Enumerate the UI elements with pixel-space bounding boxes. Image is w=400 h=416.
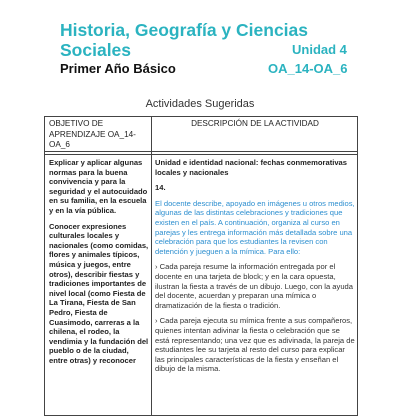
objective-paragraph: Explicar y aplicar algunas normas para la buena convivencia y para la seguridad y el autocuidado en su familia, en la escuela y en la vía pública. bbox=[49, 158, 148, 215]
grade-label: Primer Año Básico bbox=[60, 61, 176, 76]
unit-label: Unidad 4 bbox=[292, 42, 347, 57]
description-column-header: DESCRIPCIÓN DE LA ACTIVIDAD bbox=[191, 119, 319, 128]
objective-paragraph: Conocer expresiones culturales locales y nacionales (como comidas, flores y animales típicos, música y juegos, entre otros), describir fiestas y tradiciones importantes de nivel local (como Fiesta de La Tirana, Fiesta de San Pedro, Fiesta de Cuasimodo, carreras a la chilena, el rodeo, la vendimia y la fundación del pueblo o de la ciudad, entre otras) y reconocer bbox=[49, 221, 149, 365]
activities-table bbox=[44, 116, 358, 416]
header-divider-double bbox=[45, 154, 357, 155]
activity-step: › Cada pareja resume la información entregada por el docente en una tarjeta de block; y en la cara opuesta, ilustran la fiesta a través de un dibujo. Luego, con la ayuda del docente, acuerdan y preparan una mímica o dramatización de la fiesta o tradición. bbox=[155, 262, 353, 310]
activity-intro: El docente describe, apoyado en imágenes u otros medios, algunas de las distintas celebraciones y tradiciones que existen en el país. A continuación, organiza al curso en parejas y les entrega información más detallada sobre una celebración para que los estudiantes la revisen con detención y jueguen a la mímica. Para ello: bbox=[155, 198, 355, 256]
objective-column-header: OBJETIVO DE APRENDIZAJE OA_14-OA_6 bbox=[49, 119, 136, 149]
activity-number: 14. bbox=[155, 183, 166, 193]
activity-step: › Cada pareja ejecuta su mímica frente a sus compañeros, quienes intentan adivinar la fiesta o celebración que se está representando; una vez que es adivinada, la pareja de estudiantes lee su tarjeta al resto del curso para explicar las principales características de la fiesta y enseñan el dibujo de la misma. bbox=[155, 316, 355, 374]
description-cell bbox=[155, 158, 355, 380]
objective-cell bbox=[49, 158, 149, 371]
header-divider bbox=[45, 151, 357, 152]
subject-title: Historia, Geografía y Ciencias Sociales bbox=[60, 20, 309, 60]
activity-subheading: Unidad e identidad nacional: fechas conmemorativas locales y nacionales bbox=[155, 158, 348, 177]
section-title: Actividades Sugeridas bbox=[145, 98, 255, 110]
objective-code: OA_14-OA_6 bbox=[268, 61, 348, 76]
column-divider bbox=[151, 117, 152, 415]
